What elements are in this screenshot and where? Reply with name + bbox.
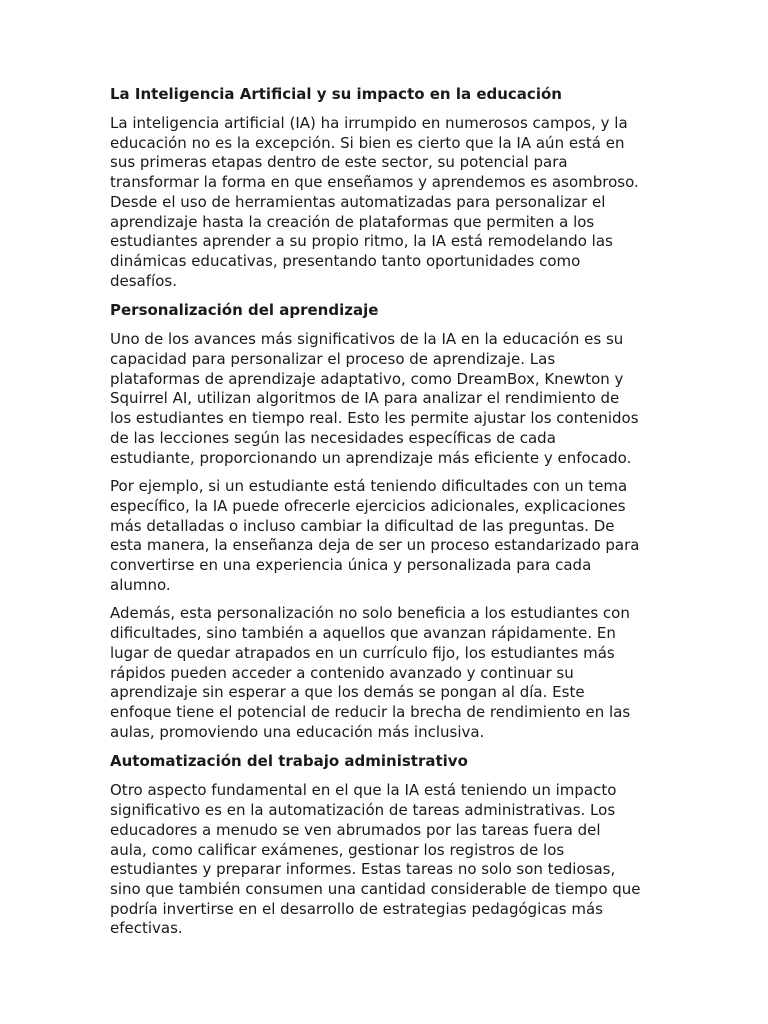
paragraph-line: Además, esta personalización no solo beneficia a los estudiantes con xyxy=(110,604,630,623)
paragraph-line: Otro aspecto fundamental en el que la IA está teniendo un impacto xyxy=(110,781,617,800)
paragraph-line: educación no es la excepción. Si bien es cierto que la IA aún está en xyxy=(110,133,625,152)
paragraph-line: educadores a menudo se ven abrumados por las tareas fuera del xyxy=(110,820,601,839)
paragraph-line: significativo es en la automatización de tareas administrativas. Los xyxy=(110,801,616,820)
section-heading: Personalización del aprendizaje xyxy=(110,301,379,320)
paragraph xyxy=(110,477,662,595)
paragraph-line: aprendizaje sin esperar a que los demás se pongan al día. Este xyxy=(110,683,585,702)
paragraph xyxy=(110,781,662,939)
paragraph-line: Squirrel AI, utilizan algoritmos de IA para analizar el rendimiento de xyxy=(110,389,620,408)
paragraph-line: aprendizaje hasta la creación de plataformas que permiten a los xyxy=(110,212,595,231)
paragraph-line: alumno. xyxy=(110,575,171,594)
paragraph-line: capacidad para personalizar el proceso de aprendizaje. Las xyxy=(110,350,556,369)
section-heading: Automatización del trabajo administrativo xyxy=(110,752,468,771)
paragraph xyxy=(110,330,662,468)
paragraph xyxy=(110,114,662,291)
paragraph-line: lugar de quedar atrapados en un currículo fijo, los estudiantes más xyxy=(110,643,615,662)
document-page xyxy=(110,84,662,948)
paragraph-line: La inteligencia artificial (IA) ha irrumpido en numerosos campos, y la xyxy=(110,114,628,132)
paragraph-line: desafíos. xyxy=(110,271,177,290)
paragraph-line: específico, la IA puede ofrecerle ejercicios adicionales, explicaciones xyxy=(110,496,626,515)
paragraph-line: de las lecciones según las necesidades específicas de cada xyxy=(110,428,556,447)
paragraph xyxy=(110,604,662,742)
paragraph-line: plataformas de aprendizaje adaptativo, como DreamBox, Knewton y xyxy=(110,369,624,388)
document-title: La Inteligencia Artificial y su impacto en la educación xyxy=(110,85,562,103)
paragraph-line: esta manera, la enseñanza deja de ser un proceso estandarizado para xyxy=(110,536,640,555)
paragraph-line: aula, como calificar exámenes, gestionar los registros de los xyxy=(110,840,565,859)
paragraph-line: enfoque tiene el potencial de reducir la brecha de rendimiento en las xyxy=(110,702,631,721)
paragraph-line: dinámicas educativas, presentando tanto oportunidades como xyxy=(110,251,581,270)
document-body xyxy=(110,114,662,939)
paragraph-line: aulas, promoviendo una educación más inclusiva. xyxy=(110,722,485,741)
paragraph-line: podría invertirse en el desarrollo de estrategias pedagógicas más xyxy=(110,899,603,918)
paragraph-line: estudiantes y preparar informes. Estas tareas no solo son tediosas, xyxy=(110,860,616,879)
paragraph-line: rápidos pueden acceder a contenido avanzado y continuar su xyxy=(110,663,574,682)
paragraph-line: Desde el uso de herramientas automatizadas para personalizar el xyxy=(110,192,606,211)
paragraph-line: efectivas. xyxy=(110,919,183,938)
paragraph-line: transformar la forma en que enseñamos y aprendemos es asombroso. xyxy=(110,173,639,192)
paragraph-line: los estudiantes en tiempo real. Esto les permite ajustar los contenidos xyxy=(110,409,639,428)
paragraph-line: dificultades, sino también a aquellos que avanzan rápidamente. En xyxy=(110,624,616,643)
paragraph-line: sino que también consumen una cantidad considerable de tiempo que xyxy=(110,879,641,898)
paragraph-line: sus primeras etapas dentro de este sector, su potencial para xyxy=(110,153,568,172)
paragraph-line: estudiante, proporcionando un aprendizaje más eficiente y enfocado. xyxy=(110,448,632,467)
paragraph-line: más detalladas o incluso cambiar la dificultad de las preguntas. De xyxy=(110,516,615,535)
paragraph-line: Por ejemplo, si un estudiante está teniendo dificultades con un tema xyxy=(110,477,628,496)
paragraph-line: Uno de los avances más significativos de la IA en la educación es su xyxy=(110,330,624,349)
paragraph-line: convertirse en una experiencia única y personalizada para cada xyxy=(110,556,592,575)
paragraph-line: estudiantes aprender a su propio ritmo, la IA está remodelando las xyxy=(110,232,613,251)
